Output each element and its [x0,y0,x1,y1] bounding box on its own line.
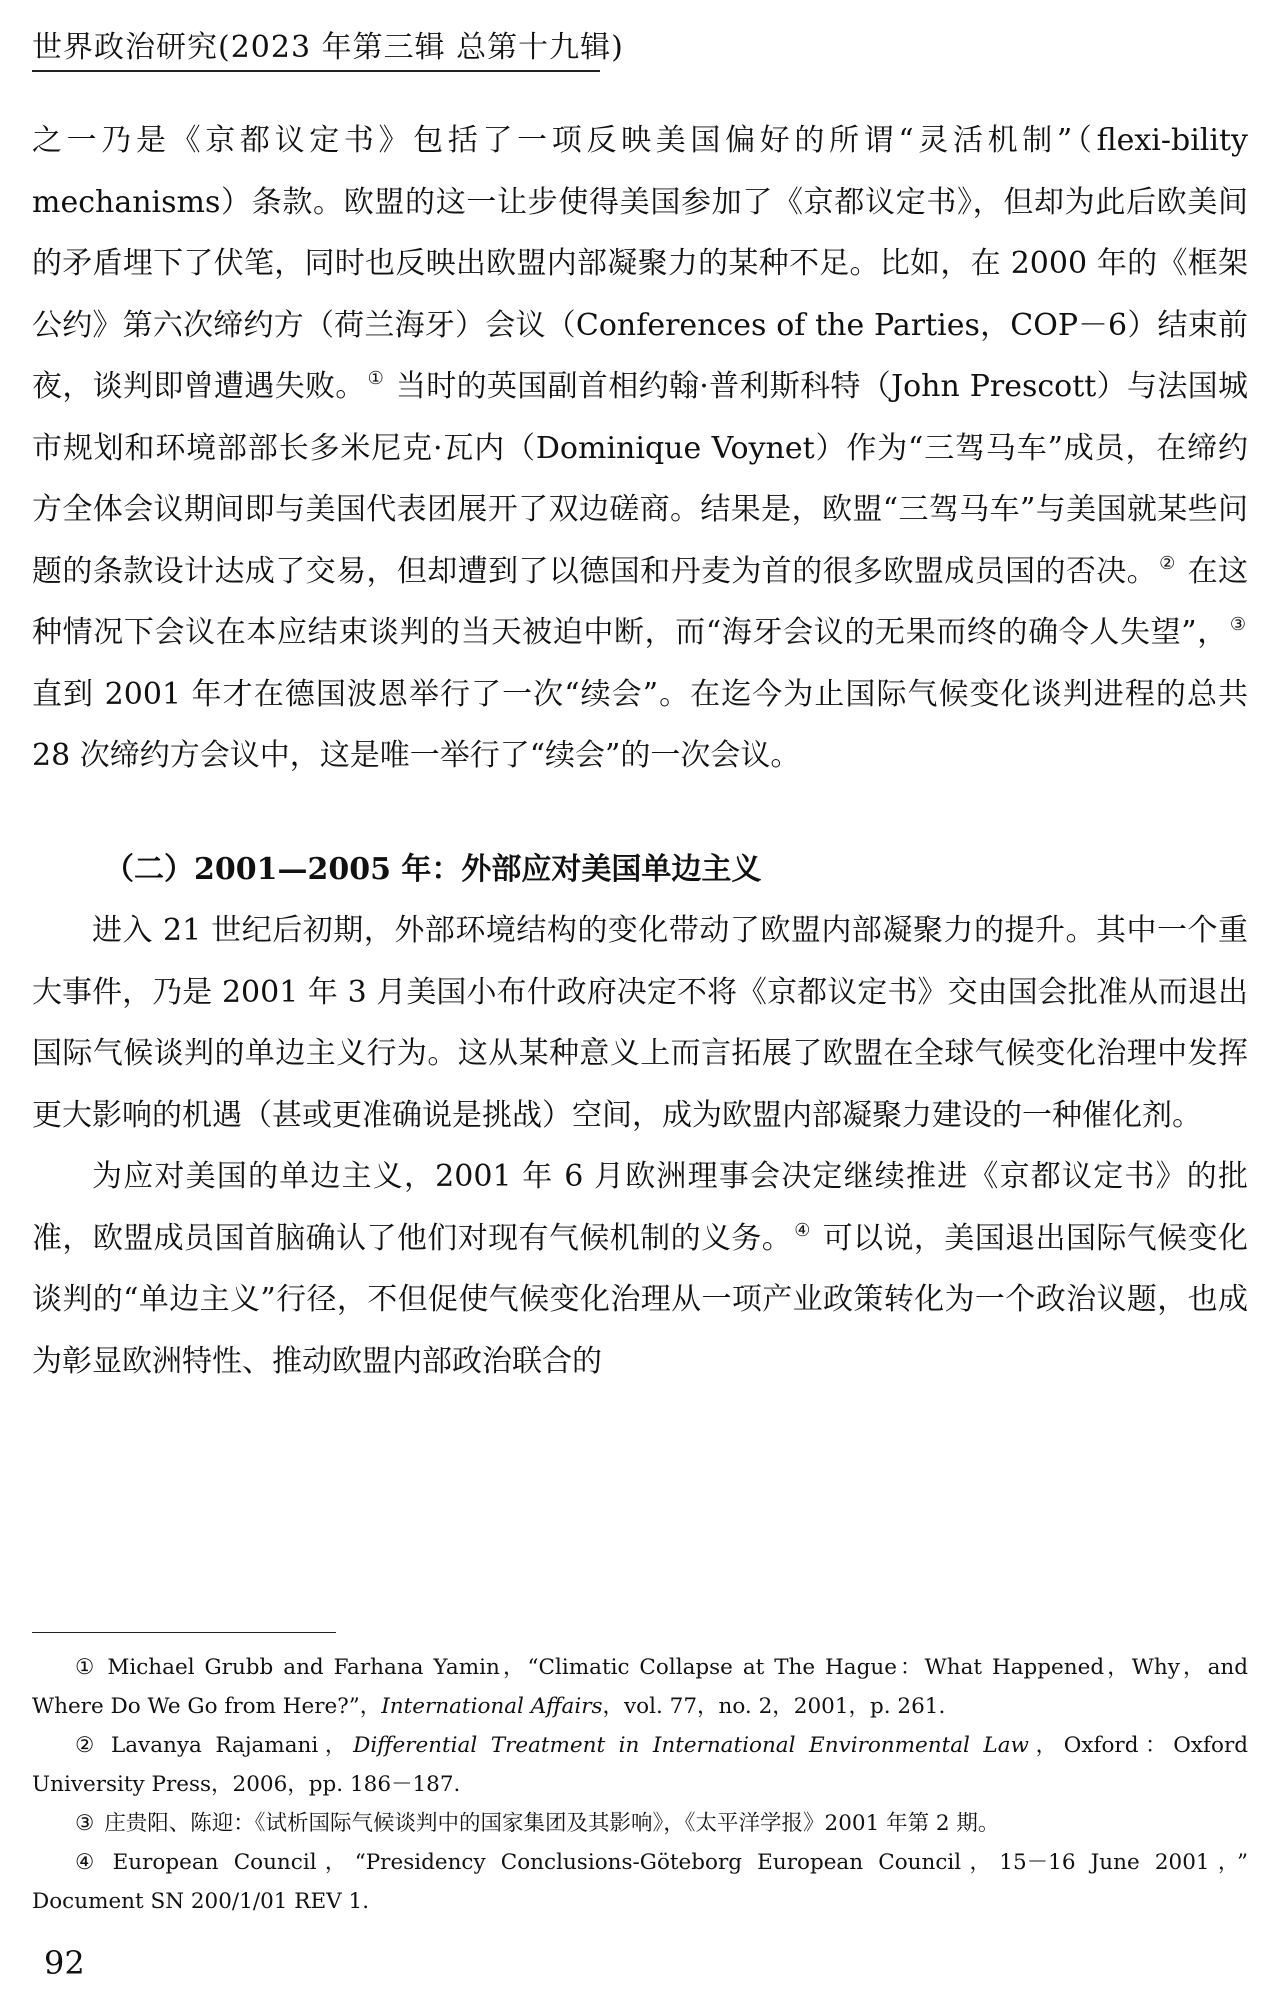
footnote-number: ③ [75,1811,95,1836]
footnote-1 [32,1648,1248,1726]
paragraph-3 [32,1146,1248,1392]
footnote-text-tail: ，vol. 77，no. 2，2001，p. 261. [602,1694,946,1719]
footnote-text: 庄贵阳、陈迎：《试析国际气候谈判中的国家集团及其影响》，《太平洋学报》2001 年第 2 期。 [104,1811,1000,1836]
paragraph-2: 进入 21 世纪后初期，外部环境结构的变化带动了欧盟内部凝聚力的提升。其中一个重大事件，乃是 2001 年 3 月美国小布什政府决定不将《京都议定书》交由国会批准从而退出国际气候谈判的单边主义行为。这从某种意义上而言拓展了欧盟在全球气候变化治理中发挥更大影响的机遇（甚或更准确说是挑战）空间，成为欧盟内部凝聚力建设的一种催化剂。 [32,913,1248,1133]
paragraph-1-text-d: 直到 2001 年才在德国波恩举行了一次“续会”。在迄今为止国际气候变化谈判进程的总共 28 次缔约方会议中，这是唯一举行了“续会”的一次会议。 [32,676,1248,773]
footnote-italic-title: Differential Treatment in International Environmental Law [353,1733,1029,1758]
paragraph-1-text-b: 当时的英国副首相约翰·普利斯科特（John Prescott）与法国城市规划和环境部部长多米尼克·瓦内（Dominique Voynet）作为“三驾马车”成员，在缔约方全体会议期间即与美国代表团展开了双边磋商。结果是，欧盟“三驾马车”与美国就某些问题的条款设计达成了交易，但却遭到了以德国和丹麦为首的很多欧盟成员国的否决。 [32,369,1248,589]
main-text [32,110,1248,1392]
footnote-ref-1[interactable]: ① [367,368,385,389]
footnote-4 [32,1843,1248,1921]
section-heading: （二）2001—2005 年：外部应对美国单边主义 [104,851,762,887]
footnote-ref-2[interactable]: ② [1159,552,1176,574]
footnote-rule [32,1632,336,1633]
paragraph-3-text-b: 可以说，美国退出国际气候变化谈判的“单边主义”行径，不但促使气候变化治理从一项产业政策转化为一个政治议题，也成为彰显欧洲特性、推动欧盟内部政治联合的 [32,1220,1248,1379]
footnote-3 [32,1804,1248,1843]
paragraph-1 [32,110,1248,787]
footnote-text: Michael Grubb and Farhana Yamin，“Climatic Collapse at The Hague：What Happened，Why，and Where Do We Go from Here?”， [32,1655,1248,1719]
footnote-2 [32,1726,1248,1804]
paragraph-1-text-a: 之一乃是《京都议定书》包括了一项反映美国偏好的所谓“灵活机制”（flexi-bility mechanisms）条款。欧盟的这一让步使得美国参加了《京都议定书》，但却为此后欧美间的矛盾埋下了伏笔，同时也反映出欧盟内部凝聚力的某种不足。比如，在 2000 年的《框架公约》第六次缔约方（荷兰海牙）会议（Conferences of the Parties，COP－6）结束前夜，谈判即曾遭遇失败。 [32,123,1248,404]
page-number: 92 [44,1944,85,1982]
footnote-text: Lavanya Rajamani， [110,1733,354,1758]
footnote-number: ① [75,1655,98,1680]
footnote-text: European Council，“Presidency Conclusions-Göteborg European Council，15－16 June 2001，” Document SN 200/1/01 REV 1. [32,1850,1248,1914]
footnote-ref-4[interactable]: ④ [794,1219,811,1241]
footnote-italic-title: International Affairs [381,1694,603,1719]
running-header: 世界政治研究(2023 年第三辑 总第十九辑) [32,30,624,65]
footnote-text-tail: ，Oxford：Oxford University Press，2006，pp. 186－187. [32,1733,1249,1797]
footnote-ref-3[interactable]: ③ [1229,614,1246,635]
paragraph-1-text-c: 在这种情况下会议在本应结束谈判的当天被迫中断，而“海牙会议的无果而终的确令人失望”， [32,553,1248,650]
paragraph-3-text-a: 为应对美国的单边主义，2001 年 6 月欧洲理事会决定继续推进《京都议定书》的批准，欧盟成员国首脑确认了他们对现有气候机制的义务。 [32,1159,1248,1256]
header-rule [32,70,600,72]
footnote-number: ② [75,1733,101,1758]
footnotes [32,1648,1248,1921]
footnote-number: ④ [75,1850,103,1875]
